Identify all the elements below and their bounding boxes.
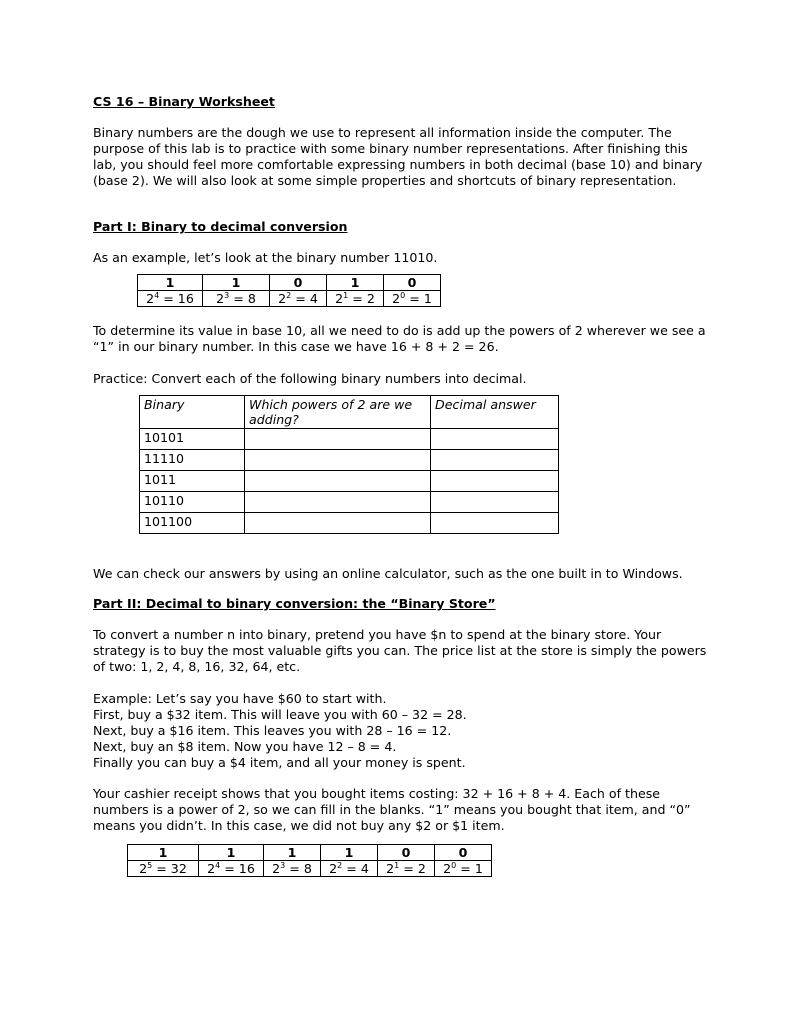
decimal-answer-cell[interactable] <box>431 492 559 513</box>
bit-cell: 1 <box>203 275 270 291</box>
powers-answer-cell[interactable] <box>245 450 431 471</box>
powers-answer-cell[interactable] <box>245 513 431 534</box>
bit-cell: 1 <box>199 845 264 861</box>
practice-row <box>140 471 559 492</box>
binary-cell: 10101 <box>140 429 245 450</box>
practice-row <box>140 450 559 471</box>
header-binary: Binary <box>140 396 245 429</box>
intro-paragraph: Binary numbers are the dough we use to represent all information inside the computer. The purpose of this lab is to practice with some binary number representations. After finishing this lab, you should feel more comfortable expressing numbers in both decimal (base 10) and binary (base 2). We will also look at some simple properties and shortcuts of binary representation. <box>93 125 703 188</box>
header-decimal: Decimal answer <box>431 396 559 429</box>
power-cell: $2^1 = 2$ <box>327 291 384 307</box>
check-note: We can check our answers by using an online calculator, such as the one built in to Windows. <box>93 566 683 581</box>
bit-cell: 1 <box>138 275 203 291</box>
example-line: Example: Let’s say you have $60 to start with. <box>93 691 387 706</box>
decimal-answer-cell[interactable] <box>431 471 559 492</box>
power-cell: $2^2 = 4$ <box>321 861 378 877</box>
example-line: Next, buy an $8 item. Now you have 12 – 8 = 4. <box>93 739 397 754</box>
bit-cell: 1 <box>264 845 321 861</box>
power-row <box>128 861 492 877</box>
receipt-paragraph: Your cashier receipt shows that you bought items costing: 32 + 16 + 8 + 4. Each of these numbers is a power of 2, so we can fill in the blanks. “1” means you bought that item, and “0” means you didn’t. In this case, we did not buy any $2 or $1 item. <box>93 786 691 833</box>
practice-row <box>140 513 559 534</box>
binary-cell: 101100 <box>140 513 245 534</box>
bit-cell: 0 <box>384 275 441 291</box>
part2-heading: Part II: Decimal to binary conversion: the “Binary Store” <box>93 596 496 611</box>
practice-row <box>140 492 559 513</box>
example-line: First, buy a $32 item. This will leave you with 60 – 32 = 28. <box>93 707 467 722</box>
practice-instructions: Practice: Convert each of the following binary numbers into decimal. <box>93 371 527 386</box>
example-line: Finally you can buy a $4 item, and all your money is spent. <box>93 755 466 770</box>
bit-cell: 0 <box>270 275 327 291</box>
decimal-answer-cell[interactable] <box>431 429 559 450</box>
powers-answer-cell[interactable] <box>245 471 431 492</box>
binary-cell: 10110 <box>140 492 245 513</box>
power-cell: $2^3 = 8$ <box>203 291 270 307</box>
worksheet-page <box>93 94 713 877</box>
decimal-answer-cell[interactable] <box>431 450 559 471</box>
power-cell: $2^4 = 16$ <box>199 861 264 877</box>
binary-cell: 1011 <box>140 471 245 492</box>
power-cell: $2^5 = 32$ <box>128 861 199 877</box>
example-line: Next, buy a $16 item. This leaves you with 28 – 16 = 12. <box>93 723 452 738</box>
bit-cell: 1 <box>321 845 378 861</box>
binary-11010-table <box>137 274 441 307</box>
decimal-answer-cell[interactable] <box>431 513 559 534</box>
binary-store-table <box>127 844 492 877</box>
bit-row <box>138 275 441 291</box>
power-row <box>138 291 441 307</box>
part2-intro: To convert a number n into binary, pretend you have $n to spend at the binary store. Your strategy is to buy the most valuable gifts you can. The price list at the store is simply the powers of two: 1, 2, 4, 8, 16, 32, 64, etc. <box>93 627 707 674</box>
power-cell: $2^2 = 4$ <box>270 291 327 307</box>
bit-cell: 0 <box>378 845 435 861</box>
powers-answer-cell[interactable] <box>245 429 431 450</box>
header-powers: Which powers of 2 are we adding? <box>245 396 431 429</box>
powers-answer-cell[interactable] <box>245 492 431 513</box>
part1-example: As an example, let’s look at the binary number 11010. <box>93 250 438 265</box>
power-cell: $2^0 = 1$ <box>384 291 441 307</box>
power-cell: $2^3 = 8$ <box>264 861 321 877</box>
practice-header-row <box>140 396 559 429</box>
power-cell: $2^0 = 1$ <box>435 861 492 877</box>
power-cell: $2^1 = 2$ <box>378 861 435 877</box>
bit-row <box>128 845 492 861</box>
binary-cell: 11110 <box>140 450 245 471</box>
bit-cell: 0 <box>435 845 492 861</box>
practice-row <box>140 429 559 450</box>
bit-cell: 1 <box>128 845 199 861</box>
part1-heading: Part I: Binary to decimal conversion <box>93 219 348 234</box>
example-steps <box>93 691 713 771</box>
bit-cell: 1 <box>327 275 384 291</box>
part1-explanation: To determine its value in base 10, all we need to do is add up the powers of 2 wherever we see a “1” in our binary number. In this case we have 16 + 8 + 2 = 26. <box>93 323 706 354</box>
page-title: CS 16 – Binary Worksheet <box>93 94 275 109</box>
practice-table <box>139 395 559 534</box>
power-cell: $2^4 = 16$ <box>138 291 203 307</box>
